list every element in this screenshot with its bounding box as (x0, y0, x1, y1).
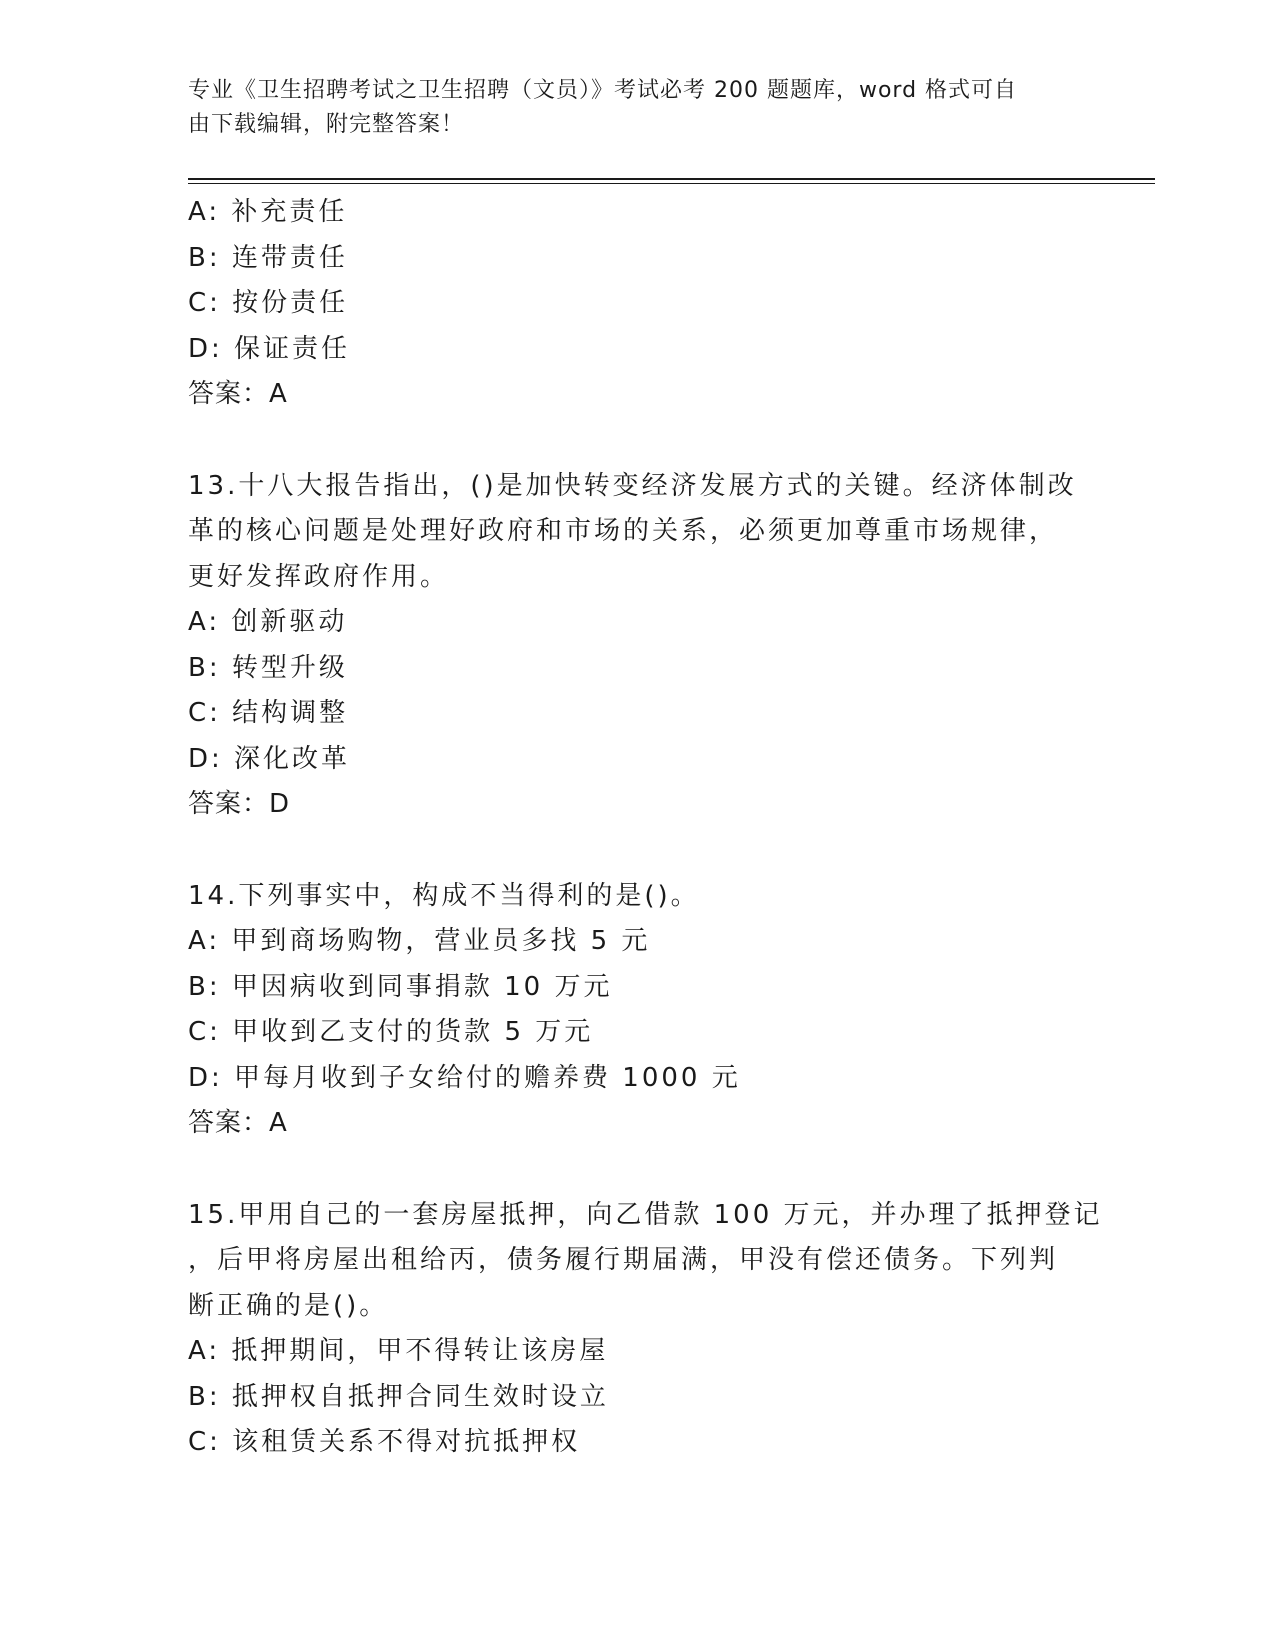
answer: 答案：A (188, 1108, 288, 1138)
option-c: C: 结构调整 (188, 698, 349, 728)
question-stem: 15.甲用自己的一套房屋抵押，向乙借款 100 万元，并办理了抵押登记 (188, 1199, 1103, 1230)
header-line-2: 由下载编辑，附完整答案！ (188, 112, 465, 137)
spacer (188, 1147, 1088, 1193)
spacer (188, 418, 1088, 464)
question-stem: 革的核心问题是处理好政府和市场的关系，必须更加尊重市场规律， (188, 516, 1059, 546)
option-c: C: 甲收到乙支付的货款 5 万元 (188, 1017, 594, 1047)
question-stem: 13.十八大报告指出，()是加快转变经济发展方式的关键。经济体制改 (188, 470, 1077, 501)
option-a: A: 补充责任 (188, 197, 348, 227)
option-b: B: 抵押权自抵押合同生效时设立 (188, 1381, 609, 1412)
question-stem: 更好发挥政府作用。 (188, 561, 450, 592)
question-stem: 14.下列事实中，构成不当得利的是()。 (188, 880, 700, 911)
header-line-1: 专业《卫生招聘考试之卫生招聘（文员）》考试必考 200 题题库，word 格式可自 (188, 78, 1018, 103)
header-rule-thin (188, 183, 1155, 184)
answer: 答案：A (188, 379, 288, 409)
question-stem: 断正确的是()。 (188, 1290, 389, 1321)
question-12 (188, 190, 1088, 418)
question-13 (188, 464, 1088, 828)
option-d: D: 保证责任 (188, 333, 351, 364)
option-d: D: 深化改革 (188, 743, 351, 774)
option-d: D: 甲每月收到子女给付的赡养费 1000 元 (188, 1062, 741, 1093)
spacer (188, 828, 1088, 874)
option-a: A: 甲到商场购物，营业员多找 5 元 (188, 926, 651, 956)
option-b: B: 甲因病收到同事捐款 10 万元 (188, 971, 613, 1002)
header-rule-thick (188, 178, 1155, 180)
option-c: C: 该租赁关系不得对抗抵押权 (188, 1427, 581, 1457)
answer: 答案：D (188, 789, 291, 819)
question-stem: ，后甲将房屋出租给丙，债务履行期届满，甲没有偿还债务。下列判 (188, 1245, 1059, 1275)
question-list (188, 190, 1103, 1466)
option-b: B: 转型升级 (188, 652, 348, 683)
question-15 (188, 1193, 1103, 1466)
document-header (188, 74, 1068, 142)
option-b: B: 连带责任 (188, 242, 348, 273)
option-a: A: 抵押期间，甲不得转让该房屋 (188, 1336, 609, 1366)
option-c: C: 按份责任 (188, 288, 349, 318)
question-14 (188, 874, 1088, 1147)
option-a: A: 创新驱动 (188, 607, 348, 637)
